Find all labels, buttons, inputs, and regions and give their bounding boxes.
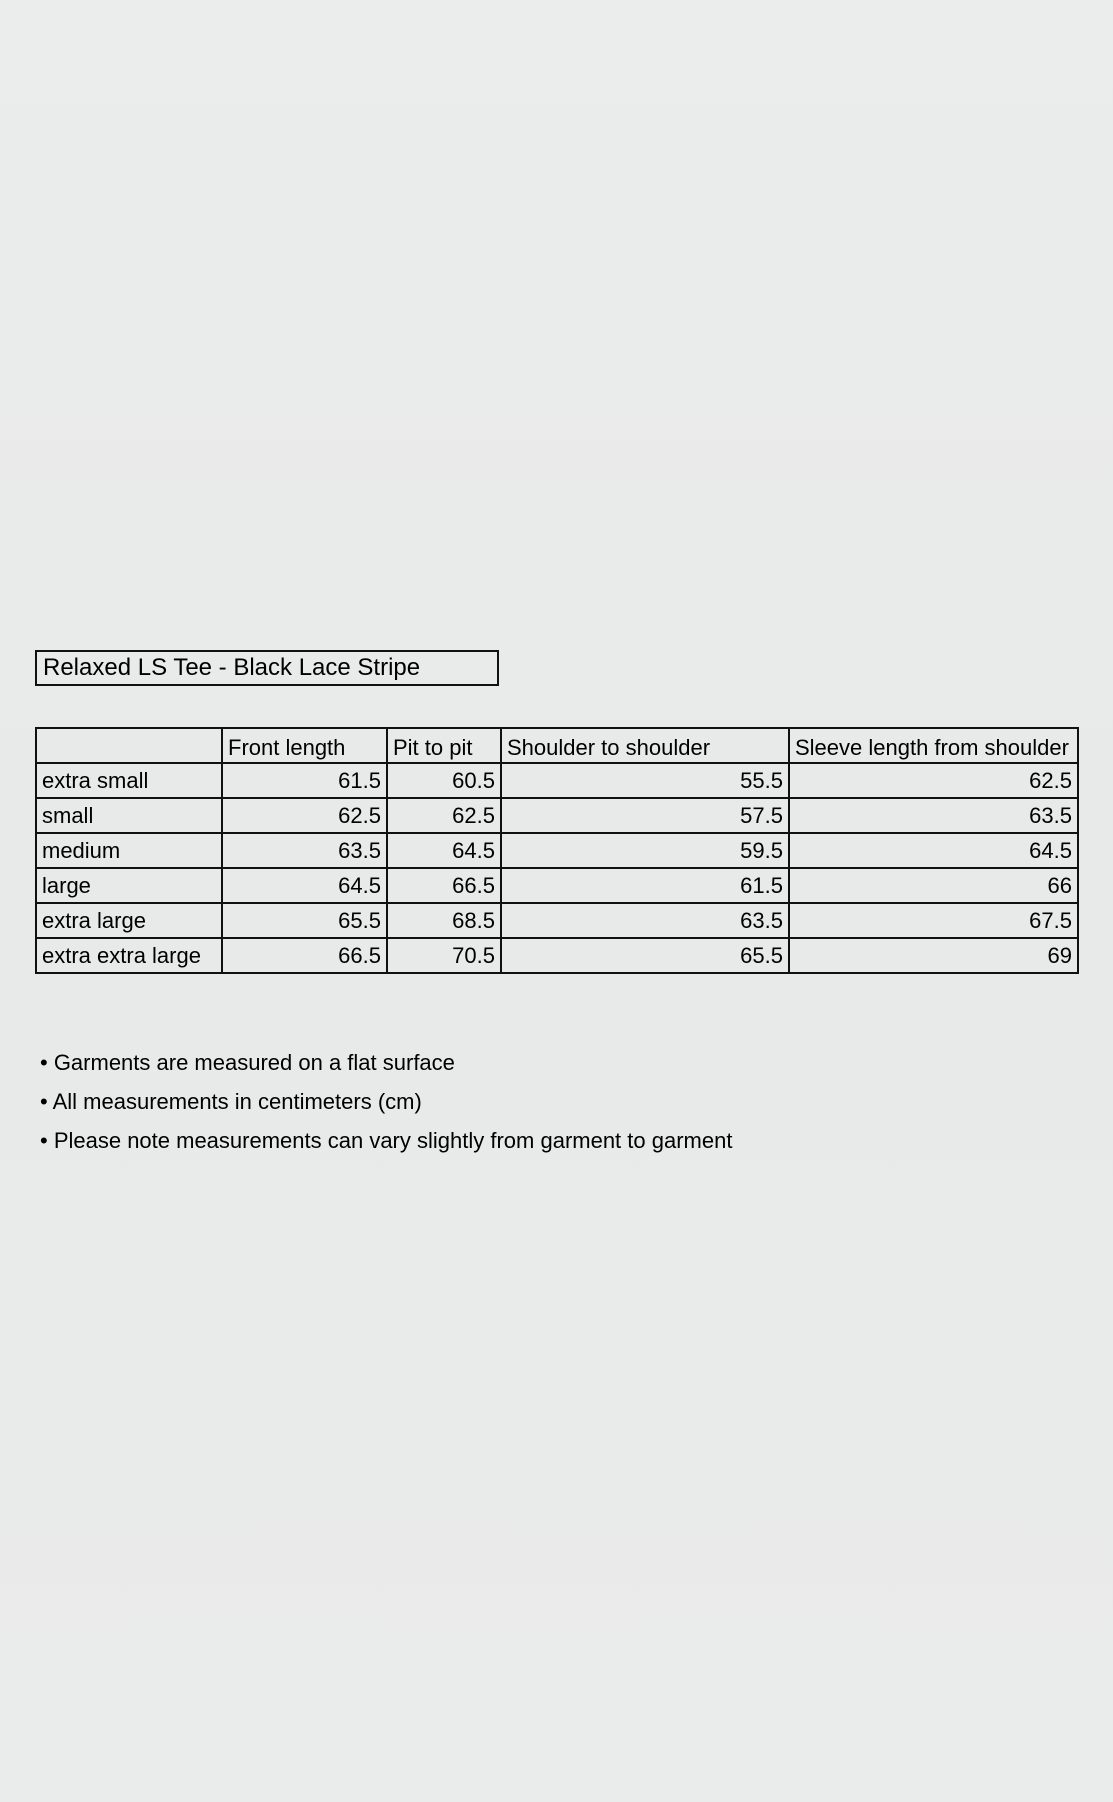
header-cell-sleeve-length: Sleeve length from shoulder — [789, 728, 1078, 763]
table-row — [36, 938, 1078, 973]
size-cell: large — [36, 868, 222, 903]
shoulder-to-shoulder-cell: 63.5 — [501, 903, 789, 938]
pit-to-pit-cell: 60.5 — [387, 763, 501, 798]
front-length-cell: 66.5 — [222, 938, 387, 973]
table-row — [36, 903, 1078, 938]
measurement-notes — [40, 1043, 732, 1160]
size-cell: extra small — [36, 763, 222, 798]
table-row — [36, 798, 1078, 833]
pit-to-pit-cell: 62.5 — [387, 798, 501, 833]
table-row — [36, 868, 1078, 903]
table-row — [36, 833, 1078, 868]
sleeve-length-cell: 66 — [789, 868, 1078, 903]
note-item: • Please note measurements can vary slightly from garment to garment — [40, 1128, 733, 1153]
size-chart-table — [35, 727, 1079, 974]
sleeve-length-cell: 69 — [789, 938, 1078, 973]
front-length-cell: 62.5 — [222, 798, 387, 833]
shoulder-to-shoulder-cell: 55.5 — [501, 763, 789, 798]
front-length-cell: 61.5 — [222, 763, 387, 798]
product-title: Relaxed LS Tee - Black Lace Stripe — [35, 650, 499, 686]
sleeve-length-cell: 63.5 — [789, 798, 1078, 833]
pit-to-pit-cell: 70.5 — [387, 938, 501, 973]
size-cell: small — [36, 798, 222, 833]
sleeve-length-cell: 64.5 — [789, 833, 1078, 868]
shoulder-to-shoulder-cell: 57.5 — [501, 798, 789, 833]
table-row — [36, 763, 1078, 798]
front-length-cell: 63.5 — [222, 833, 387, 868]
note-item: • Garments are measured on a flat surface — [40, 1050, 455, 1075]
header-cell-front-length: Front length — [222, 728, 387, 763]
size-cell: extra large — [36, 903, 222, 938]
sleeve-length-cell: 62.5 — [789, 763, 1078, 798]
header-cell-shoulder-to-shoulder: Shoulder to shoulder — [501, 728, 789, 763]
shoulder-to-shoulder-cell: 61.5 — [501, 868, 789, 903]
size-cell: medium — [36, 833, 222, 868]
size-cell: extra extra large — [36, 938, 222, 973]
shoulder-to-shoulder-cell: 65.5 — [501, 938, 789, 973]
table-header-row — [36, 728, 1078, 763]
front-length-cell: 65.5 — [222, 903, 387, 938]
header-cell-size — [36, 728, 222, 763]
note-item: • All measurements in centimeters (cm) — [40, 1089, 422, 1114]
header-cell-pit-to-pit: Pit to pit — [387, 728, 501, 763]
pit-to-pit-cell: 68.5 — [387, 903, 501, 938]
pit-to-pit-cell: 66.5 — [387, 868, 501, 903]
pit-to-pit-cell: 64.5 — [387, 833, 501, 868]
sleeve-length-cell: 67.5 — [789, 903, 1078, 938]
front-length-cell: 64.5 — [222, 868, 387, 903]
shoulder-to-shoulder-cell: 59.5 — [501, 833, 789, 868]
